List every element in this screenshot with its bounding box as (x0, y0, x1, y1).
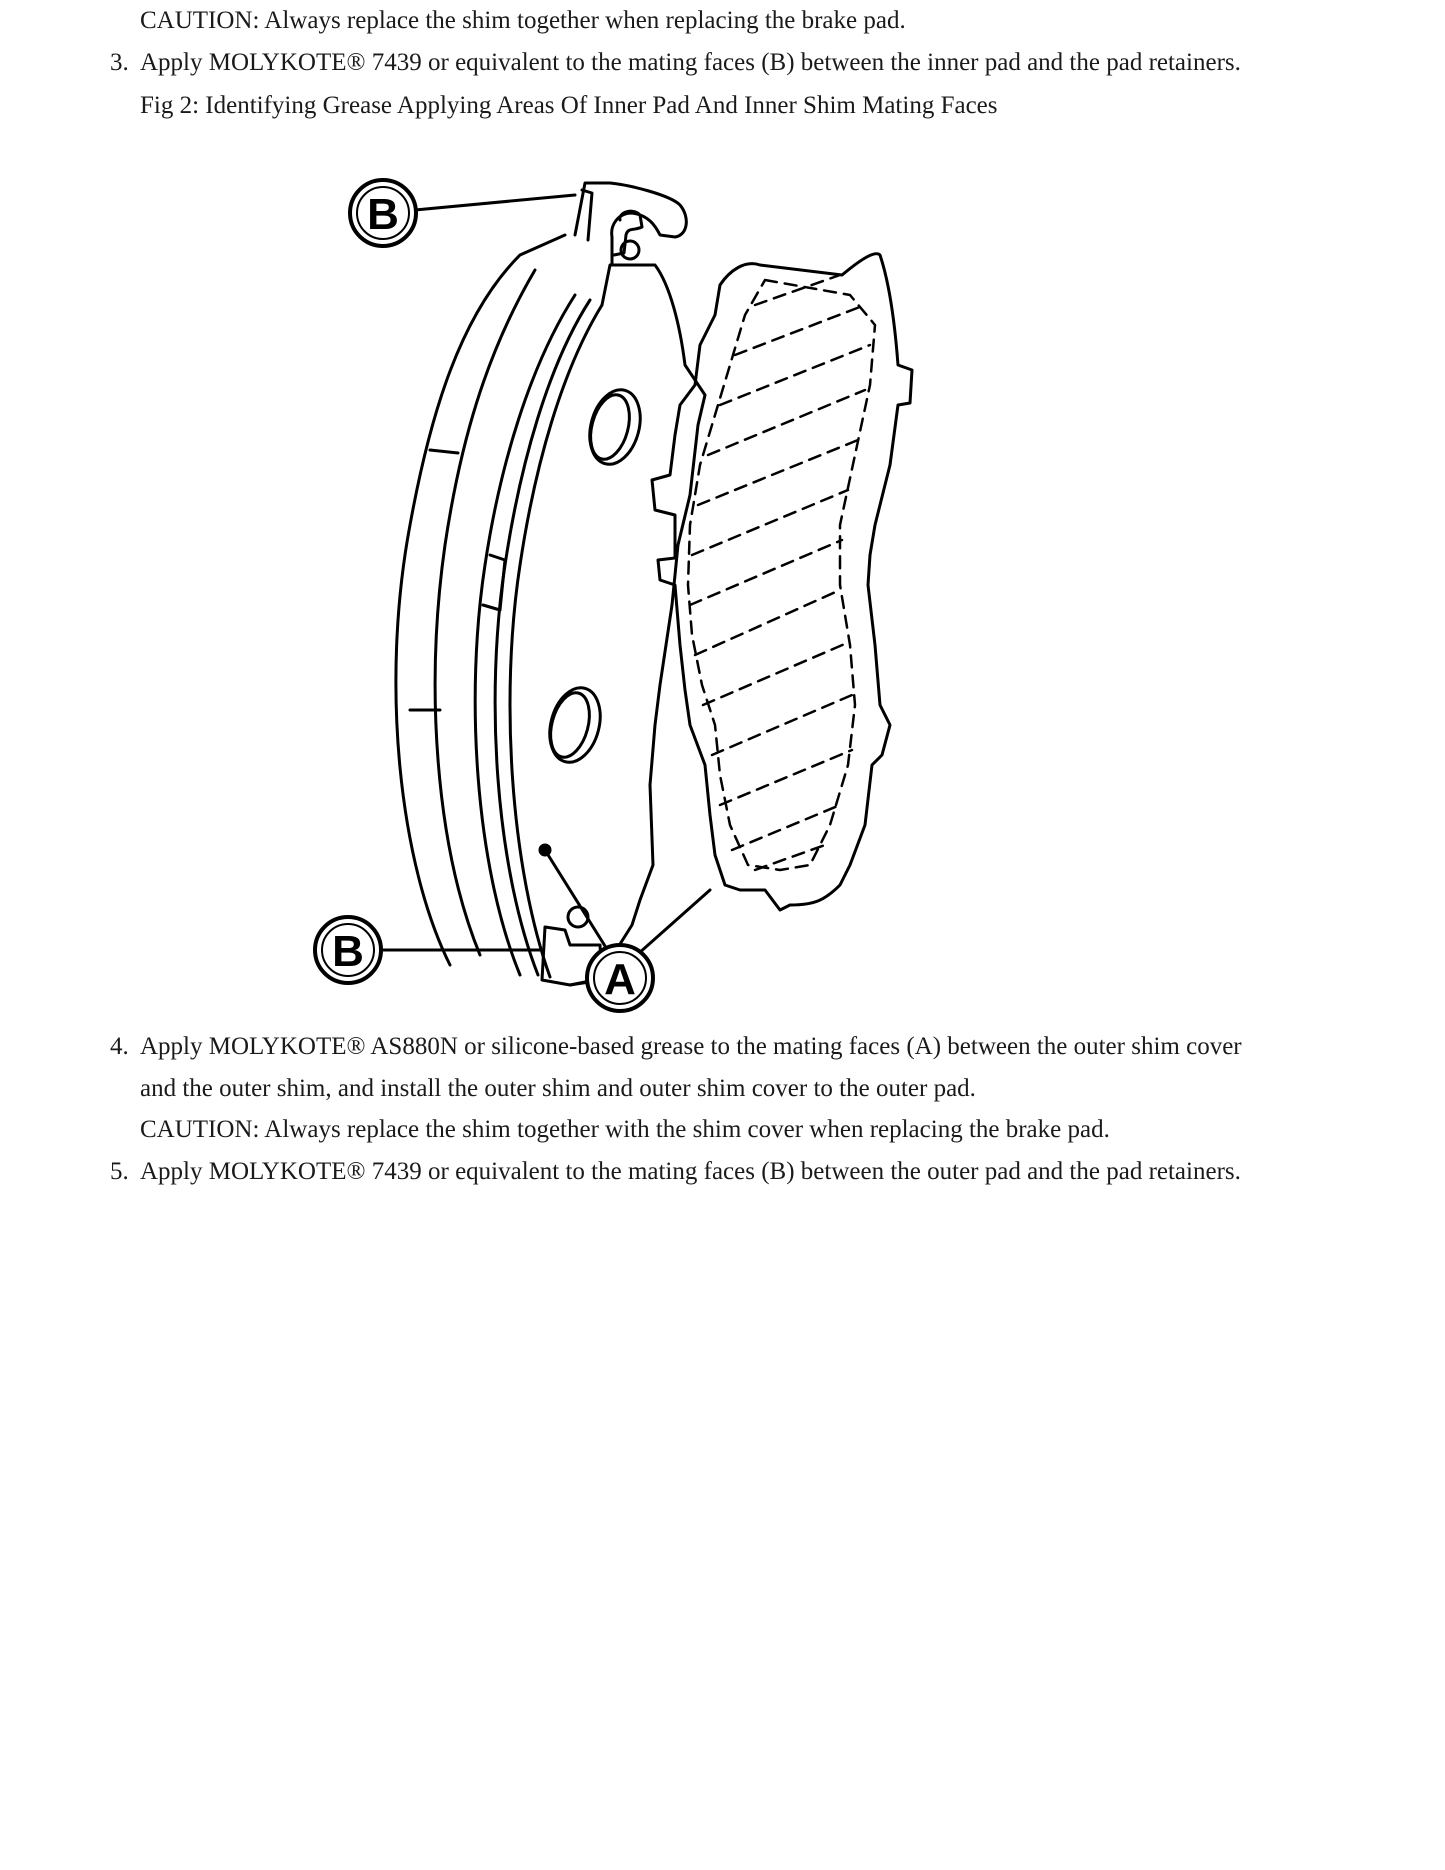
callout-b-bottom-label: B (332, 927, 364, 976)
callout-a (587, 945, 653, 1011)
hatch-12 (732, 805, 840, 850)
step-4-number: 4. (110, 1033, 129, 1060)
step-3-text: Apply MOLYKOTE® 7439 or equivalent to the mating faces (B) between the inner pad and the pad retainers. (140, 49, 1241, 76)
hatch-6 (692, 490, 848, 555)
inner-pad-body (570, 265, 705, 985)
step-4-caution-text: CAUTION: Always replace the shim together with the shim cover when replacing the brake pad. (140, 1116, 1110, 1143)
callout-b-bottom (315, 917, 381, 983)
brake-pad-figure (332, 165, 1030, 1004)
hatch-10 (712, 695, 852, 755)
leader-a-dot (540, 845, 550, 855)
figure-caption: Fig 2: Identifying Grease Applying Areas Of Inner Pad And Inner Shim Mating Faces (140, 92, 998, 119)
inner-pad-notch (430, 450, 458, 453)
step-5-text: Apply MOLYKOTE® 7439 or equivalent to the mating faces (B) between the outer pad and the pad retainers. (140, 1158, 1241, 1185)
hatch-9 (703, 643, 847, 705)
hatch-5 (698, 440, 858, 505)
leader-b-top (415, 195, 575, 210)
step-5-number: 5. (110, 1158, 129, 1185)
brake-pad-diagram (332, 165, 1030, 1004)
inner-pad-band-2 (495, 300, 590, 975)
bottom-retainer-pin (568, 907, 588, 927)
hatch-8 (695, 590, 840, 655)
hatch-2 (735, 305, 865, 355)
step-4-text-line2: and the outer shim, and install the outer shim and outer shim cover to the outer pad. (140, 1075, 976, 1102)
callout-a-label: A (604, 955, 636, 1004)
step-3-number: 3. (110, 49, 129, 76)
callout-b-top-label: B (367, 190, 399, 239)
step-4-text-line1: Apply MOLYKOTE® AS880N or silicone-based grease to the mating faces (A) between the outer shim cover (140, 1033, 1242, 1060)
outer-pad-grease-area (688, 280, 875, 870)
hatch-11 (720, 750, 852, 805)
caution-text-top: CAUTION: Always replace the shim together when replacing the brake pad. (140, 7, 906, 34)
hatch-7 (690, 540, 842, 605)
callout-b-top (350, 180, 416, 246)
